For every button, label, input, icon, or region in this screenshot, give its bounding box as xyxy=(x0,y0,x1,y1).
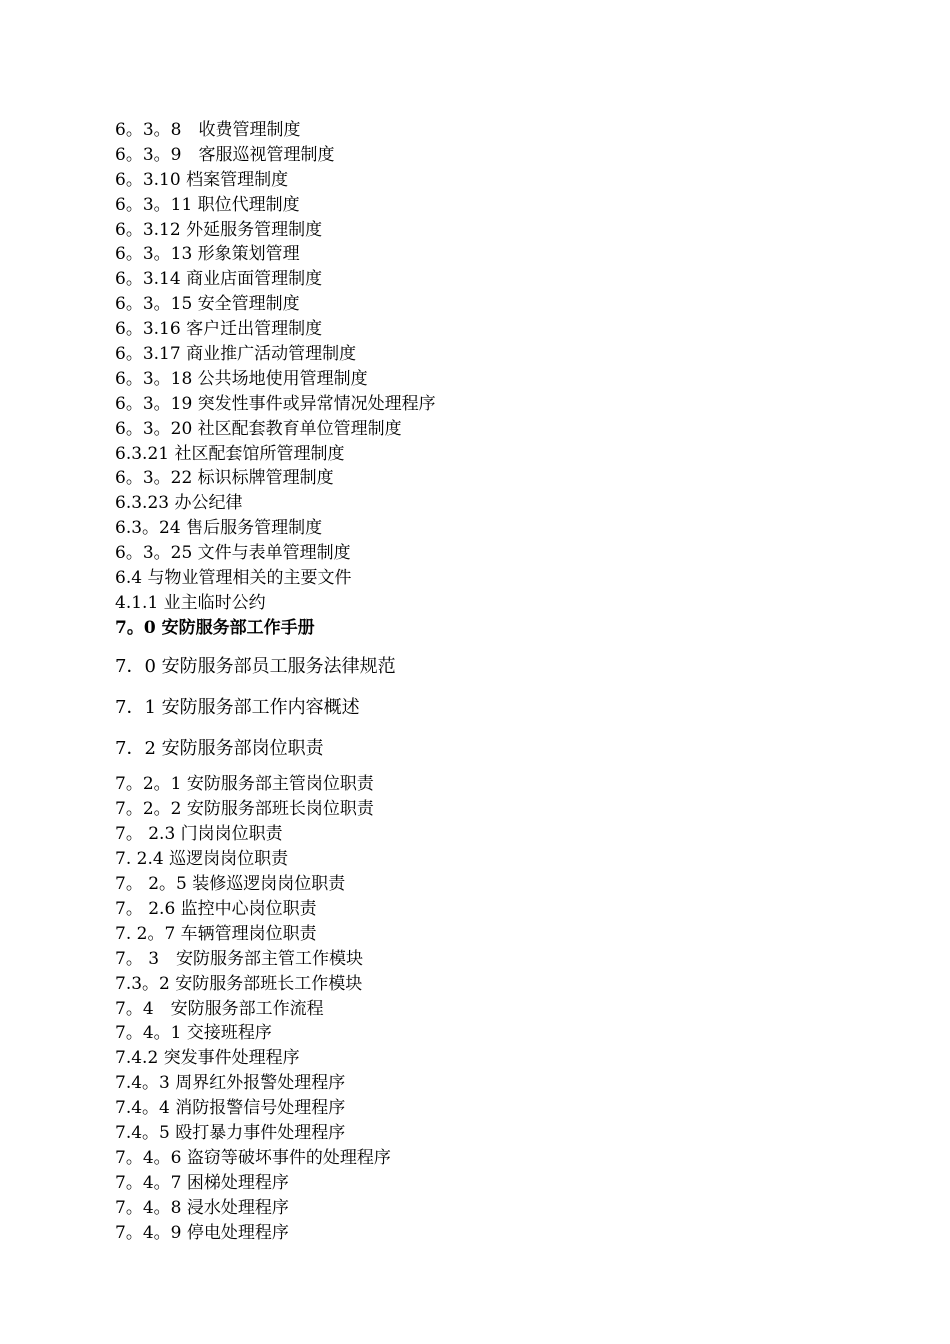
toc-item-7-4-6: 7。4。6 盗窃等破坏事件的处理程序 xyxy=(115,1147,391,1168)
toc-list-section-7 xyxy=(115,772,875,1245)
toc-item-6-3-20: 6。3。20 社区配套教育单位管理制度 xyxy=(115,418,402,439)
toc-item-6-3-8: 6。3。8 收费管理制度 xyxy=(115,120,301,140)
toc-item-7-4: 7。4 安防服务部工作流程 xyxy=(115,998,324,1019)
toc-item-7-2-5: 7。 2。5 装修巡逻岗岗位职责 xyxy=(115,874,346,895)
toc-item-7-4-8: 7。4。8 浸水处理程序 xyxy=(115,1197,289,1218)
toc-item-6-3-18: 6。3。18 公共场地使用管理制度 xyxy=(115,368,368,389)
sub-heading-7-2: 7．2 安防服务部岗位职责 xyxy=(115,737,324,759)
toc-item-6-3-21: 6.3.21 社区配套馆所管理制度 xyxy=(115,443,345,464)
toc-item-6-3-11: 6。3。11 职位代理制度 xyxy=(115,194,300,215)
toc-item-7-2-6: 7。 2.6 监控中心岗位职责 xyxy=(115,898,317,919)
sub-heading-list xyxy=(115,655,875,762)
sub-heading-7-0: 7．0 安防服务部员工服务法律规范 xyxy=(115,655,396,677)
document-page xyxy=(115,118,875,1245)
toc-item-6-3-10: 6。3.10 档案管理制度 xyxy=(115,169,289,190)
sub-heading-7-1: 7．1 安防服务部工作内容概述 xyxy=(115,696,360,718)
toc-item-6-3-15: 6。3。15 安全管理制度 xyxy=(115,294,300,315)
toc-item-7-4-4: 7.4。4 消防报警信号处理程序 xyxy=(115,1098,346,1119)
toc-item-7-2-2: 7。2。2 安防服务部班长岗位职责 xyxy=(115,799,374,820)
toc-item-7-2-7: 7. 2。7 车辆管理岗位职责 xyxy=(115,923,317,944)
toc-item-6-3-16: 6。3.16 客户迁出管理制度 xyxy=(115,319,323,340)
toc-item-6-3-14: 6。3.14 商业店面管理制度 xyxy=(115,269,323,290)
toc-item-6-3-12: 6。3.12 外延服务管理制度 xyxy=(115,219,323,240)
toc-item-7-2-4: 7. 2.4 巡逻岗岗位职责 xyxy=(115,849,289,870)
toc-item-6-3-24: 6.3。24 售后服务管理制度 xyxy=(115,518,323,539)
toc-item-6-3-19: 6。3。19 突发性事件或异常情况处理程序 xyxy=(115,393,436,414)
toc-item-6-3-25: 6。3。25 文件与表单管理制度 xyxy=(115,543,351,564)
toc-item-6-3-17: 6。3.17 商业推广活动管理制度 xyxy=(115,344,357,365)
toc-item-7-3-2: 7.3。2 安防服务部班长工作模块 xyxy=(115,973,363,994)
toc-item-6-3-13: 6。3。13 形象策划管理 xyxy=(115,244,300,265)
section-heading-7-0: 7。0 安防服务部工作手册 xyxy=(115,617,315,638)
toc-item-6-3-9: 6。3。9 客服巡视管理制度 xyxy=(115,144,335,165)
toc-item-6-3-23: 6.3.23 办公纪律 xyxy=(115,493,243,514)
toc-item-6-4: 6.4 与物业管理相关的主要文件 xyxy=(115,568,352,589)
toc-item-7-3: 7。 3 安防服务部主管工作模块 xyxy=(115,948,364,969)
toc-item-7-4-5: 7.4。5 殴打暴力事件处理程序 xyxy=(115,1122,346,1143)
toc-list-section-6 xyxy=(115,118,875,616)
toc-item-7-4-3: 7.4。3 周界红外报警处理程序 xyxy=(115,1073,346,1094)
toc-item-7-4-9: 7。4。9 停电处理程序 xyxy=(115,1222,289,1243)
toc-item-7-4-7: 7。4。7 困梯处理程序 xyxy=(115,1172,289,1193)
toc-item-7-4-2: 7.4.2 突发事件处理程序 xyxy=(115,1048,300,1069)
toc-item-7-2-3: 7。 2.3 门岗岗位职责 xyxy=(115,824,283,845)
toc-item-6-3-22: 6。3。22 标识标牌管理制度 xyxy=(115,468,334,489)
toc-item-4-1-1: 4.1.1 业主临时公约 xyxy=(115,592,266,613)
toc-item-7-2-1: 7。2。1 安防服务部主管岗位职责 xyxy=(115,774,374,795)
toc-item-7-4-1: 7。4。1 交接班程序 xyxy=(115,1023,272,1044)
